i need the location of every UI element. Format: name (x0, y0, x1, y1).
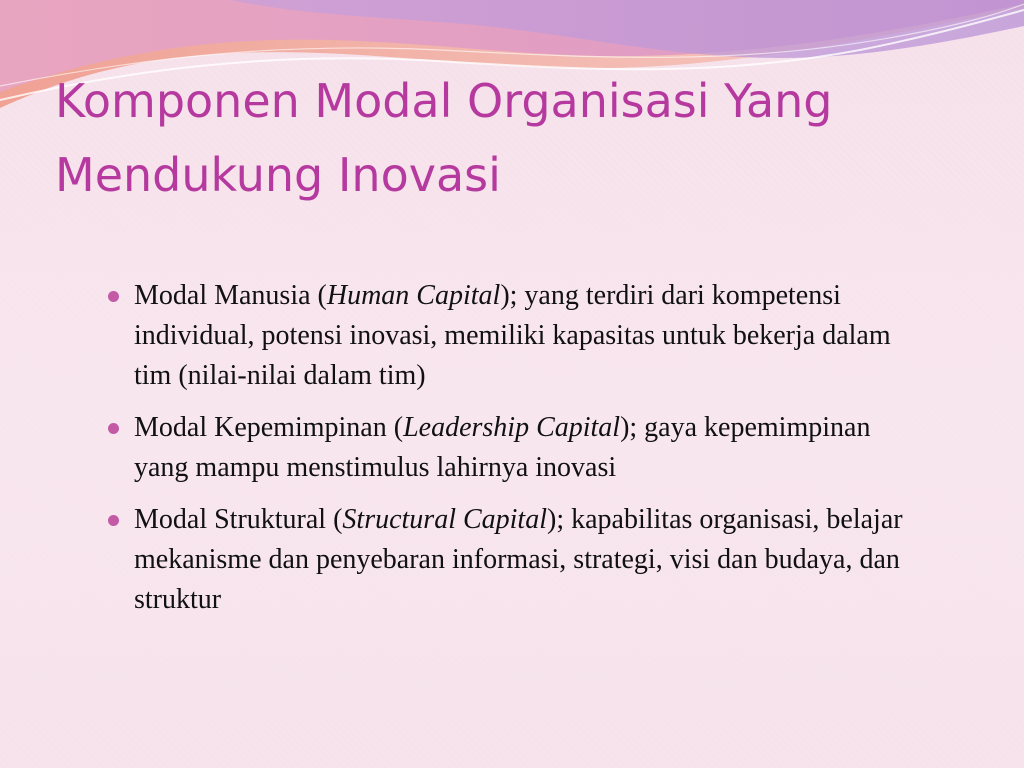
bullet-dot-icon (108, 423, 119, 434)
bullet-list (106, 276, 906, 632)
bullet-dot-icon (108, 515, 119, 526)
bullet-text-prefix: Modal Kepemimpinan ( (134, 412, 404, 443)
bullet-text-prefix: Modal Struktural ( (134, 504, 343, 535)
bullet-text-italic: Structural Capital (342, 504, 547, 535)
bullet-text-suffix: ); kapabilitas organisasi, belajar mekanisme dan penyebaran informasi, strategi, visi dan budaya, dan struktur (134, 504, 903, 615)
bullet-item-structural-capital (106, 500, 906, 620)
bullet-item-human-capital (106, 276, 906, 396)
slide-title: Komponen Modal Organisasi Yang Mendukung Inovasi (55, 74, 833, 202)
bullet-dot-icon (108, 291, 119, 302)
bullet-text-prefix: Modal Manusia ( (134, 280, 327, 311)
bullet-text-suffix: ); yang terdiri dari kompetensi individual, potensi inovasi, memiliki kapasitas untuk bekerja dalam tim (nilai-nilai dalam tim) (134, 280, 891, 391)
bullet-text-italic: Leadership Capital (403, 412, 621, 443)
bullet-text-suffix: ); gaya kepemimpinan yang mampu menstimulus lahirnya inovasi (134, 412, 871, 483)
bullet-text-italic: Human Capital (326, 280, 501, 311)
bullet-item-leadership-capital (106, 408, 906, 488)
